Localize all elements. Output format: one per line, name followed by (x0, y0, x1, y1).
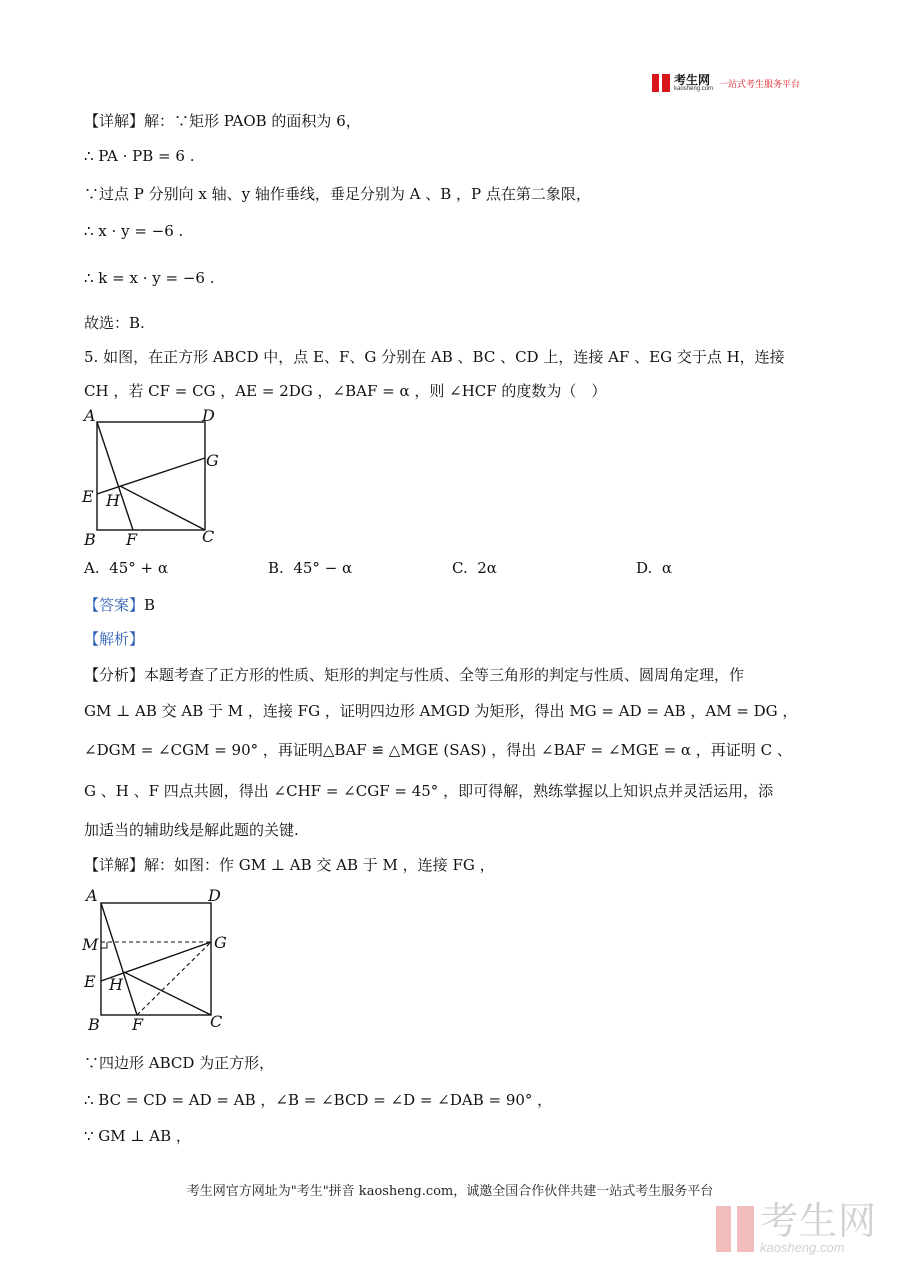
option-a: A. 45° + α (84, 559, 168, 577)
q4-line2: ∴ PA · PB = 6 . (84, 147, 195, 165)
fig2-label-c: C (210, 1012, 223, 1031)
q5-stem-line2: CH ，若 CF = CG ，AE = 2DG ，∠BAF = α ，则 ∠HCF 的度数为（ ） (84, 382, 607, 400)
option-d: D. α (636, 559, 672, 577)
fig2-label-b: B (88, 1015, 100, 1034)
q4-line6: 故选：B. (84, 314, 145, 332)
segment-fg-dashed (137, 942, 211, 1015)
fig2-label-g: G (214, 933, 227, 952)
fig2-label-a: A (86, 886, 98, 905)
fig2-label-d: D (208, 886, 221, 905)
right-angle-mark (101, 942, 107, 948)
analysis-label: 【解析】 (84, 630, 145, 648)
figure-1-square (80, 406, 230, 551)
option-b: B. 45° − α (268, 559, 353, 577)
fig2-label-m: M (82, 935, 99, 954)
option-c: C. 2α (452, 559, 497, 577)
answer-line (84, 594, 155, 615)
figure-2-square (80, 886, 240, 1036)
fig2-label-f: F (132, 1015, 144, 1034)
q4-line3: ∵过点 P 分别向 x 轴、y 轴作垂线，垂足分别为 A 、B ，P 点在第二象限， (84, 185, 591, 203)
proof-line2: ∴ BC = CD = AD = AB ，∠B = ∠BCD = ∠D = ∠DAB = 90° ， (84, 1091, 553, 1109)
q5-stem-line1: 5. 如图，在正方形 ABCD 中，点 E、F、G 分别在 AB 、BC 、CD 上，连接 AF 、EG 交于点 H，连接 (84, 348, 785, 366)
fenxi-line3: ∠DGM = ∠CGM = 90° ，再证明△BAF ≌ △MGE (SAS) ，得出 ∠BAF = ∠MGE = α ，再证明 C 、 (84, 741, 792, 759)
fenxi-label: 【分析】 (84, 666, 145, 684)
segment-ch (120, 486, 205, 530)
fenxi-line2: GM ⊥ AB 交 AB 于 M ，连接 FG ，证明四边形 AMGD 为矩形，得出 MG = AD = AB ，AM = DG ， (84, 702, 798, 720)
watermark-logo-icon (716, 1206, 754, 1252)
answer-label: 【答案】 (84, 596, 145, 614)
page-footer: 考生网官方网址为"考生"拼音 kaosheng.com，诚邀全国合作伙伴共建一站式考生服务平台 (186, 1184, 714, 1199)
fig1-label-a: A (84, 406, 96, 425)
q4-line1-text: 解：∵矩形 PAOB 的面积为 6， (144, 112, 361, 130)
logo-name: 考生网 (674, 73, 711, 87)
fig1-label-f: F (126, 530, 138, 549)
watermark-url: kaosheng.com (760, 1240, 845, 1255)
watermark-name: 考生网 (760, 1201, 878, 1243)
fig2-label-e: E (84, 972, 96, 991)
fenxi-line4: G 、H 、F 四点共圆，得出 ∠CHF = ∠CGF = 45° ，即可得解，熟练掌握以上知识点并灵活运用，添 (84, 782, 774, 800)
fenxi-line5: 加适当的辅助线是解此题的关键. (84, 821, 299, 839)
fig2-label-h: H (109, 975, 123, 994)
segment-af-2 (101, 903, 137, 1015)
q4-line5: ∴ k = x · y = −6 . (84, 269, 215, 287)
logo-slogan: 一站式考生服务平台 (719, 78, 801, 89)
watermark (716, 1203, 877, 1254)
xiangjie-line1: 【详解】解：如图：作 GM ⊥ AB 交 AB 于 M ，连接 FG ， (84, 856, 495, 874)
segment-ch-2 (124, 972, 211, 1015)
proof-line3: ∵ GM ⊥ AB ， (84, 1127, 191, 1145)
fig1-label-e: E (82, 487, 94, 506)
fig1-label-c: C (202, 527, 215, 546)
kaosheng-logo-icon (652, 74, 670, 92)
q4-line1 (84, 110, 361, 131)
fig1-label-g: G (206, 451, 219, 470)
fig1-label-h: H (106, 491, 120, 510)
proof-line1: ∵四边形 ABCD 为正方形， (84, 1054, 275, 1072)
header-logo (652, 74, 800, 92)
detail-label: 【详解】 (84, 112, 145, 130)
answer-value: B (144, 596, 156, 614)
logo-url: kaosheng.com (674, 86, 714, 92)
segment-eg (97, 458, 205, 494)
segment-af (97, 422, 133, 530)
fenxi-line1: 【分析】本题考查了正方形的性质、矩形的判定与性质、全等三角形的判定与性质、圆周角定理，作 (84, 666, 745, 684)
fig1-label-d: D (202, 406, 215, 425)
q4-line4: ∴ x · y = −6 . (84, 222, 184, 240)
fig1-label-b: B (84, 530, 96, 549)
xiangjie-label: 【详解】 (84, 856, 145, 874)
